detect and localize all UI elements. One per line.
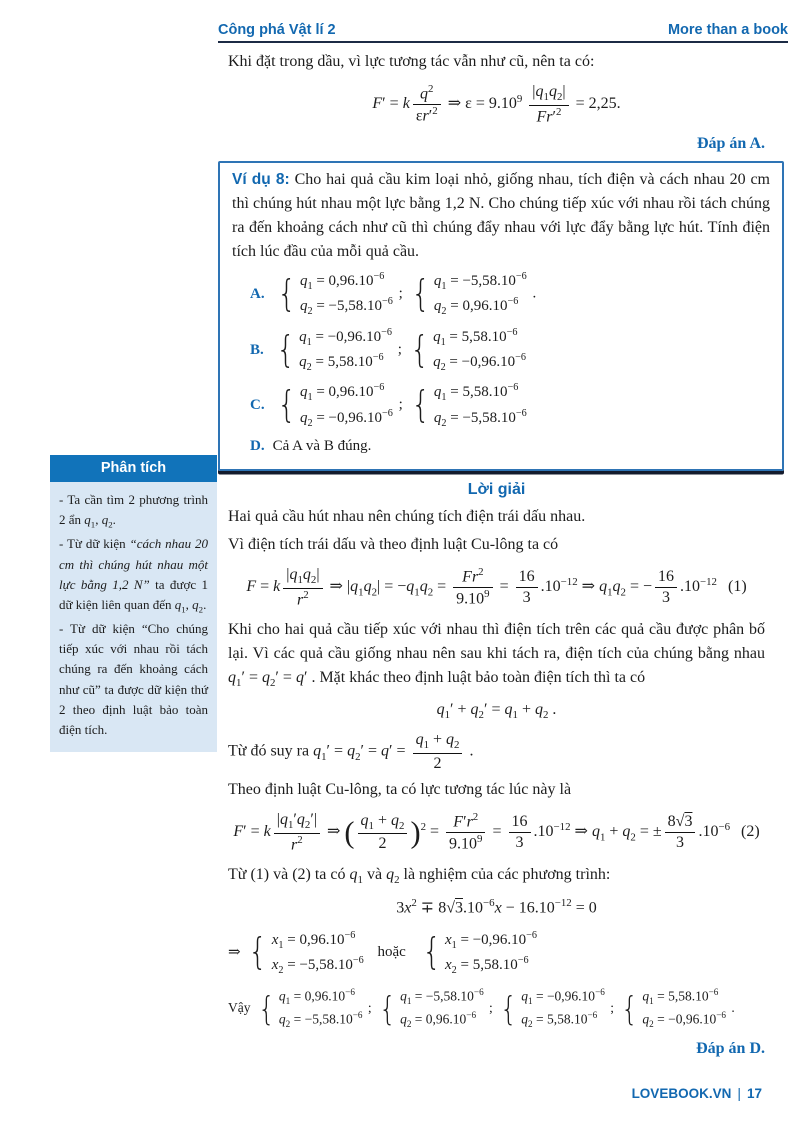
answer-a: Đáp án A. <box>696 135 765 153</box>
header-book-title: Công phá Vật lí 2 <box>218 22 336 38</box>
option-d-label: D. <box>250 437 265 454</box>
solution-formula-2: $q_1' + q_2' = q_1 + q_2$ . <box>436 700 557 721</box>
option-c-body: { $q_1 = 0,96.10^{-6}$ $q_2 = -0,96.10^{-6}$ ; { $q_1 = 5,58.10^{-6}$ $q_2 = -5,58.10^{-6}$ <box>276 382 527 429</box>
option-c-label: C. <box>250 397 265 414</box>
option-a-label: A. <box>250 285 265 302</box>
solution-paragraph-2: Vì điện tích trái dấu và theo định luật Cu-lông ta có <box>228 536 559 554</box>
example-box <box>218 161 784 471</box>
footer-divider: | <box>737 1085 741 1101</box>
solution-formula-1: F = k $\frac{|q_1q_2|}{r^2}$ ⇒ $|q_1q_2| = -q_1q_2$ = $\frac{Fr^2}{9.10^9}$ = $\frac{16}{3}$ $.10^{-12}$ ⇒ $q_1q_2$ = − $\frac{16}{3}$ $.10^{-12}$ (1) <box>246 565 747 609</box>
solution-formula-4: $3x^2 \mp 8√3.10^{-6}x - 16.10^{-12} = 0$ <box>396 897 597 917</box>
analysis-item-3: - Từ dữ kiện “Cho chúng tiếp xúc với nhau rồi tách chúng ra đến khoảng cách như cũ” ta được dữ kiện thứ 2 theo định luật bảo toàn điện tích. <box>59 621 208 737</box>
solution-paragraph-6: Từ (1) và (2) ta có $q_1$ và $q_2$ là nghiệm của các phương trình: <box>228 865 611 887</box>
solution-paragraph-1: Hai quả cầu hút nhau nên chúng tích điện trái dấu nhau. <box>228 508 586 526</box>
footer-page-number: 17 <box>746 1085 762 1101</box>
solution-paragraph-5: Theo định luật Cu-lông, ta có lực tương tác lúc này là <box>228 780 572 798</box>
option-c <box>250 380 770 431</box>
footer-site: LOVEBOOK.VN <box>631 1085 732 1101</box>
page-footer <box>632 1085 762 1101</box>
intro-paragraph: Khi đặt trong dầu, vì lực tương tác vẫn như cũ, nên ta có: <box>228 53 595 70</box>
answer-d: Đáp án D. <box>696 1040 765 1058</box>
page-header <box>218 22 788 43</box>
analysis-item-1: - Ta cần tìm 2 phương trình 2 ẩn $q_1$, $q_2$. <box>59 492 208 530</box>
analysis-body <box>50 482 217 752</box>
analysis-item-2: - Từ dữ kiện “cách nhau 20 cm thì chúng hút nhau một lực bằng 1,2 N” ta được 1 dữ kiện liên quan đến $q_1$, $q_2$. <box>59 536 209 615</box>
example-statement <box>232 168 770 264</box>
option-b <box>250 325 770 376</box>
analysis-title: Phân tích <box>50 455 217 482</box>
header-slogan: More than a book <box>667 22 788 38</box>
solution-formula-3: F′ = k $\frac{|q_1'q_2'|}{r^2}$ ⇒ ( $\frac{q_1 + q_2}{2}$ )$^2$ = $\frac{F'r^2}{9.10^9}$ = $\frac{16}{3}$ $.10^{-12}$ ⇒ $q_1 + q_2$ = ± $\frac{8√3}{3}$ $.10^{-6}$ (2) <box>233 810 760 853</box>
solution-formula-6: Vậy { $q_1 = 0,96.10^{-6}$ $q_2 = -5,58.10^{-6}$ ; { $q_1 = -5,58.10^{-6}$ $q_2 = 0,96.10^{-6}$ ; { $q_1 = -0,96.10^{-6}$ $q_2 = 5,58.10^{-6}$ ; { $q_1 = 5,58.10^{-6}$ $q_2 = -0,96.10^{-6}$ . <box>228 987 735 1030</box>
intro-formula: F′ = k $\frac{q^2}{\varepsilon r'^2}$ ⇒ $\varepsilon = 9.10^9$ $\frac{|q_1q_2|}{Fr'^2}$ = 2,25. <box>372 82 621 126</box>
solution-paragraph-4: Từ đó suy ra $q_1' = q_2' = q'$ = $\frac{q_1 + q_2}{2}$ . <box>228 731 474 772</box>
option-a <box>250 269 770 320</box>
analysis-sidebar <box>50 455 217 752</box>
example-text: Cho hai quả cầu kim loại nhỏ, giống nhau, tích điện và cách nhau 20 cm thì chúng hút nhau một lực bằng 1,2 N. Cho chúng tiếp xúc với nhau rồi tách chúng ra đến khoảng cách như cũ thì chúng đẩy nhau với lực đẩy bằng lực hút. Tính điện tích lúc đầu của mỗi quả cầu. <box>232 171 770 261</box>
example-label: Ví dụ 8: <box>232 171 290 189</box>
solution-formula-5: ⇒ { $x_1 = 0,96.10^{-6}$ $x_2 = -5,58.10^{-6}$ hoặc { $x_1 = -0,96.10^{-6}$ $x_2 = 5,58.10^{-6}$ <box>228 929 537 976</box>
option-d-body: Cả A và B đúng. <box>272 437 372 454</box>
option-a-body: { $q_1 = 0,96.10^{-6}$ $q_2 = -5,58.10^{-6}$ ; { $q_1 = -5,58.10^{-6}$ $q_2 = 0,96.10^{-6}$ . <box>276 271 537 318</box>
main-content <box>228 50 770 1066</box>
solution-paragraph-3: Khi cho hai quả cầu tiếp xúc với nhau thì điện tích trên các quả cầu được phân bố lại. Vì các quả cầu giống nhau nên sau khi tách ra, điện tích của chúng bằng nhau $q_1' = q_2' = q'$ . Mặt khác theo định luật bảo toàn điện tích thì ta có <box>228 621 765 690</box>
solution-title: Lời giải <box>467 481 526 499</box>
option-b-body: { $q_1 = -0,96.10^{-6}$ $q_2 = 5,58.10^{-6}$ ; { $q_1 = 5,58.10^{-6}$ $q_2 = -0,96.10^{-6}$ <box>276 326 526 373</box>
option-b-label: B. <box>250 341 264 358</box>
option-d <box>250 436 770 456</box>
